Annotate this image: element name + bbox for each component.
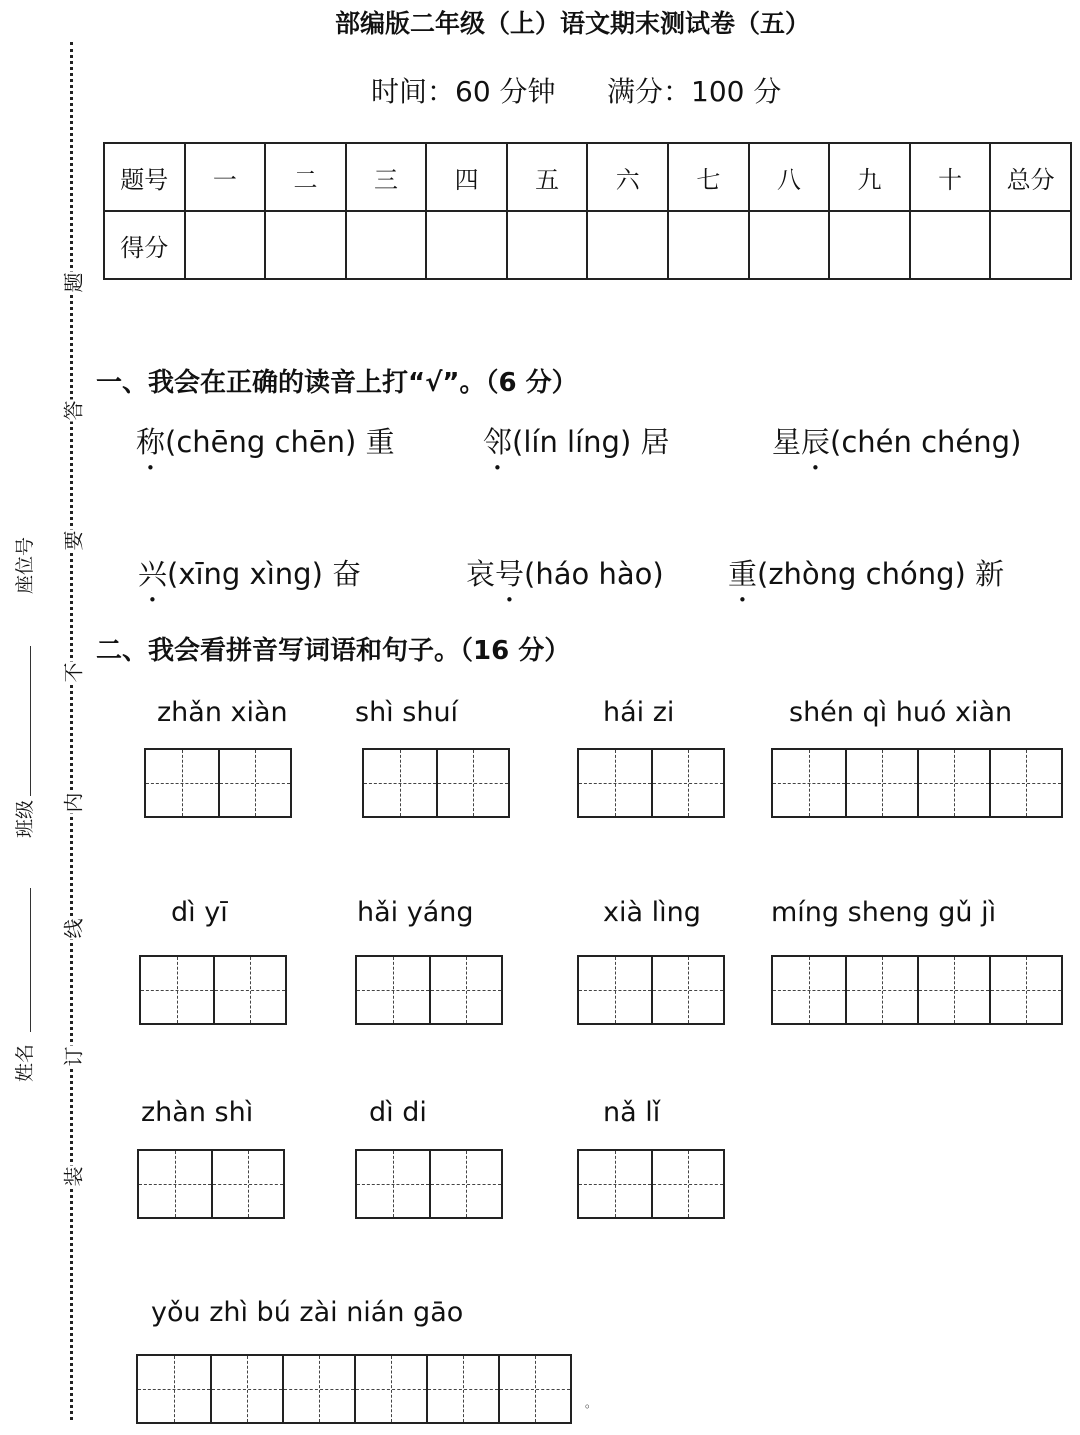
pinyin-options[interactable]: (háo hào) [524,557,664,591]
choice-item [483,420,670,477]
score-table-header-row [104,143,1071,211]
binding-char: 题 [56,272,89,294]
word-pinyin: dì yī [171,897,228,928]
section1-heading: 一、我会在正确的读音上打“√”。（6 分） [96,368,578,398]
header-cell: 三 [346,143,427,211]
header-cell: 八 [749,143,830,211]
score-cell [990,211,1071,279]
writing-grid[interactable] [355,1149,503,1219]
writing-grid[interactable] [139,955,287,1025]
writing-grid[interactable] [771,748,1063,818]
pinyin-options[interactable]: (chēng chēn) [165,425,357,459]
binding-char: 答 [56,400,89,422]
seat-number-label: 座位号 [14,536,36,594]
class-label: 班级 [14,799,36,838]
exam-time: 时间：60 分钟 [371,75,556,108]
header-cell: 九 [829,143,910,211]
section2-heading: 二、我会看拼音写词语和句子。（16 分） [96,636,571,666]
char-dotted: 邻 [483,425,513,459]
score-cell [910,211,991,279]
score-cell [185,211,266,279]
char: 星 [772,425,802,459]
header-cell: 六 [587,143,668,211]
char-dotted: 兴 [138,557,168,591]
header-cell: 五 [507,143,588,211]
char-dotted: 辰 [801,425,831,459]
char: 奋 [332,557,362,591]
writing-grid[interactable] [137,1149,285,1219]
choice-item [728,552,1004,609]
score-cell [668,211,749,279]
pinyin-options[interactable]: (lín líng) [512,425,632,459]
char-dotted: 号 [495,557,525,591]
binding-dotted-line [70,42,73,1420]
pinyin-options[interactable]: (zhòng chóng) [757,557,966,591]
binding-char: 内 [56,792,89,814]
score-table [103,142,1072,280]
word-pinyin: hǎi yáng [357,897,474,928]
score-table-score-row [104,211,1071,279]
binding-char: 要 [56,530,89,552]
header-cell: 二 [265,143,346,211]
score-cell [426,211,507,279]
char: 居 [640,425,670,459]
choice-item [466,552,664,609]
binding-char: 订 [56,1046,89,1068]
header-cell: 十 [910,143,991,211]
word-pinyin: míng sheng gǔ jì [771,897,997,928]
char: 重 [365,425,395,459]
header-cell: 题号 [104,143,185,211]
writing-grid[interactable] [144,748,292,818]
header-cell: 总分 [990,143,1071,211]
pinyin-options[interactable]: (chén chéng) [830,425,1022,459]
writing-grid[interactable] [355,955,503,1025]
choice-item [772,420,1021,477]
score-cell [749,211,830,279]
writing-grid[interactable] [771,955,1063,1025]
class-write-line[interactable] [30,646,31,796]
choice-item [138,552,361,609]
word-pinyin: shì shuí [355,697,459,728]
word-pinyin: xià lìng [603,897,701,928]
full-score: 满分：100 分 [607,75,782,108]
writing-grid[interactable] [577,748,725,818]
writing-grid[interactable] [577,1149,725,1219]
score-cell [265,211,346,279]
score-cell [507,211,588,279]
sentence-end-mark: 。 [585,1396,598,1410]
sentence-writing-grid[interactable] [136,1354,572,1424]
word-pinyin: nǎ lǐ [603,1097,661,1128]
row-label: 得分 [104,211,185,279]
char-dotted: 重 [728,557,758,591]
binding-char: 装 [56,1166,89,1188]
name-label: 姓名 [14,1043,36,1082]
header-cell: 一 [185,143,266,211]
char-dotted: 称 [136,425,166,459]
score-cell [829,211,910,279]
binding-char: 不 [56,662,89,684]
score-cell [587,211,668,279]
char: 哀 [466,557,496,591]
word-pinyin: zhǎn xiàn [157,697,288,728]
writing-grid[interactable] [577,955,725,1025]
word-pinyin: hái zi [603,697,675,728]
page-title: 部编版二年级（上）语文期末测试卷（五） [334,9,810,38]
sentence-pinyin: yǒu zhì bú zài nián gāo [151,1297,464,1328]
score-cell [346,211,427,279]
pinyin-options[interactable]: (xīng xìng) [167,557,323,591]
word-pinyin: dì di [369,1097,427,1128]
name-write-line[interactable] [30,888,31,1032]
word-pinyin: shén qì huó xiàn [789,697,1013,728]
char: 新 [975,557,1005,591]
writing-grid[interactable] [362,748,510,818]
choice-item [136,420,395,477]
header-cell: 四 [426,143,507,211]
binding-char: 线 [56,918,89,940]
word-pinyin: zhàn shì [141,1097,254,1128]
header-cell: 七 [668,143,749,211]
